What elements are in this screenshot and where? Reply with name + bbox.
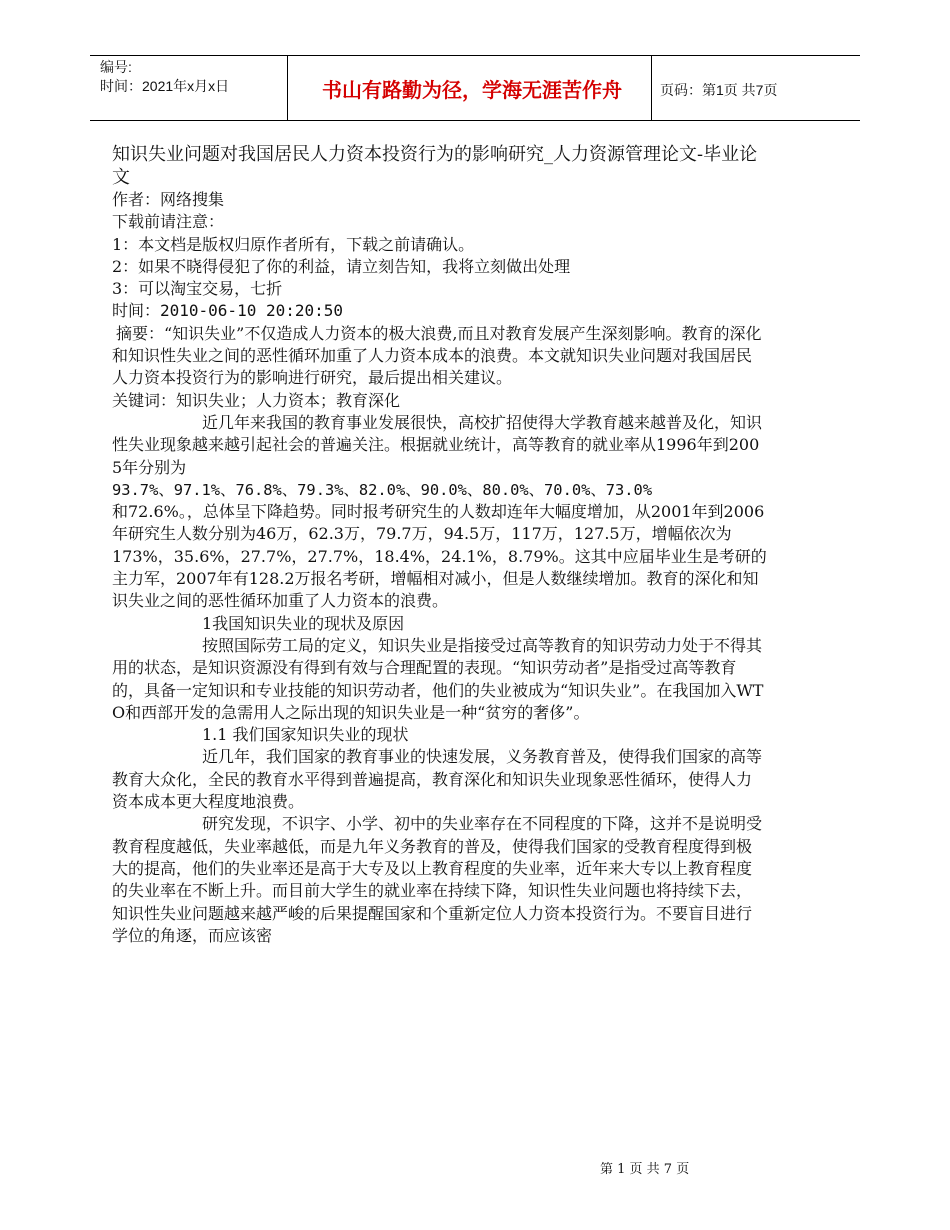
notice-item-2: 2：如果不晓得侵犯了你的利益，请立刻告知，我将立刻做出处理 xyxy=(112,256,571,276)
header-top-rule xyxy=(90,55,860,56)
body-paragraph-2: 按照国际劳工局的定义，知识失业是指接受过高等教育的知识劳动力处于不得其用的状态，是知识资源没有得到有效与合理配置的表现。“知识劳动者”是指受过高等教育的，具备一定知识和专业技能的知识劳动者，他们的失业被成为“知识失业”。在我国加入WTO和西部开发的急需用人之际出现的知识失业是一种“贫穷的奢侈”。 xyxy=(112,635,764,722)
document-title: 知识失业问题对我国居民人力资本投资行为的影响研究_人力资源管理论文-毕业论文 xyxy=(112,144,758,188)
body-paragraph-3: 近几年，我们国家的教育事业的快速发展，义务教育普及，使得我们国家的高等教育大众化，全民的教育水平得到普遍提高，教育深化和知识失业现象恶性循环，使得人力资本成本更大程度地浪费。 xyxy=(112,747,763,812)
section-heading-1: 1我国知识失业的现状及原因 xyxy=(202,613,405,633)
header-left-block xyxy=(100,58,229,96)
header-bottom-rule xyxy=(90,120,860,121)
body-paragraph-1: 近几年来我国的教育事业发展很快，高校扩招使得大学教育越来越普及化，知识性失业现象越来越引起社会的普遍关注。根据就业统计，高等教育的就业率从1996年到2005年分别为 xyxy=(112,412,763,477)
keywords-line: 关键词：知识失业；人力资本；教育深化 xyxy=(112,390,401,410)
notice-item-3: 3：可以淘宝交易，七折 xyxy=(112,279,283,299)
body-paragraph-1b: 和72.6%。，总体呈下降趋势。同时报考研究生的人数却连年大幅度增加，从2001年到2006年研究生人数分别为46万，62.3万，79.7万，94.5万，117万，127.5万，增幅依次为 xyxy=(112,502,765,544)
header-divider-left xyxy=(287,56,288,120)
page-footer: 第 1 页 共 7 页 xyxy=(600,1162,690,1177)
notice-heading: 下载前请注意： xyxy=(112,212,225,232)
section-heading-1-1: 1.1 我们国家知识失业的现状 xyxy=(202,725,409,745)
doc-time-label: 时间：2021年x月x日 xyxy=(100,78,230,94)
document-body xyxy=(112,143,767,947)
body-paragraph-4: 研究发现，不识字、小学、初中的失业率存在不同程度的下降，这并不是说明受教育程度越低，失业率越低，而是九年义务教育的普及，使得我们国家的受教育程度得到极大的提高，他们的失业率还是高于大专及以上教育程度的失业率，近年来大专以上教育程度的失业率在不断上升。而目前大学生的就业率在持续下降，知识性失业问题也将持续下去，知识性失业问题越来越严峻的后果提醒国家和个重新定位人力资本投资行为。不要盲目进行学位的角逐，而应该密 xyxy=(112,814,763,945)
doc-number-label: 编号: xyxy=(100,59,132,75)
header-page-label: 页码：第1页 共7页 xyxy=(660,82,778,98)
author-line: 作者：网络搜集 xyxy=(112,190,225,209)
growth-rates-paragraph: 173%，35.6%，27.7%，27.7%，18.4%，24.1%，8.79%。这其中应届毕业生是考研的主力军，2007年有128.2万报名考研，增幅相对减小，但是人数继续增加。教育的深化和知识失业之间的恶性循环加重了人力资本的浪费。 xyxy=(112,546,767,611)
notice-item-1: 1：本文档是版权归原作者所有，下载之前请确认。 xyxy=(112,234,475,254)
publish-time: 时间：2010-06-10 20:20:50 xyxy=(112,301,344,321)
employment-rates-line: 93.7%、97.1%、76.8%、79.3%、82.0%、90.0%、80.0%、70.0%、73.0% xyxy=(112,480,653,499)
abstract-paragraph: 摘要：“知识失业”不仅造成人力资本的极大浪费,而且对教育发展产生深刻影响。教育的深化和知识性失业之间的恶性循环加重了人力资本成本的浪费。本文就知识失业问题对我国居民人力资本投资行为的影响进行研究，最后提出相关建议。 xyxy=(112,323,762,388)
header-motto: 书山有路勤为径，学海无涯苦作舟 xyxy=(322,78,622,102)
